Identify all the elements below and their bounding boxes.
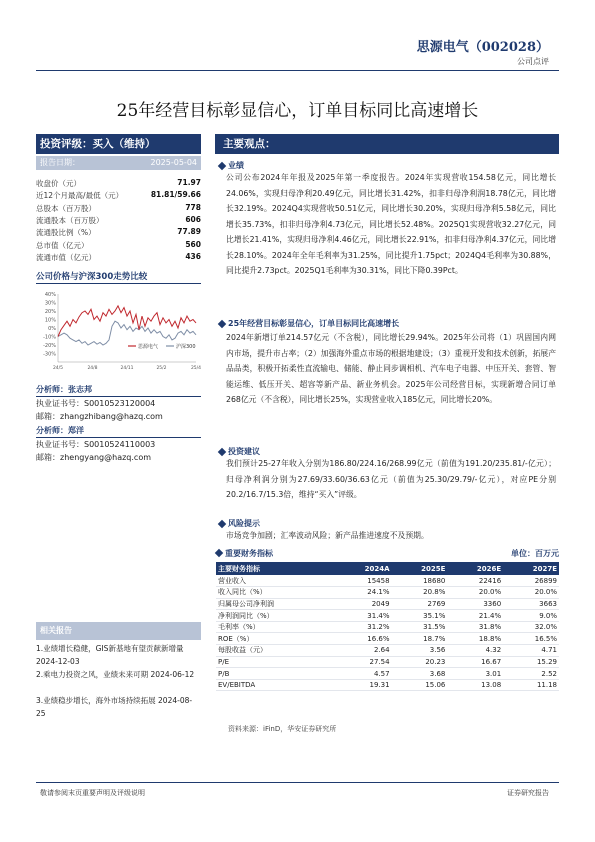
report-date-label: 报告日期： (40, 158, 80, 167)
diamond-bullet-icon (218, 161, 226, 169)
footer-divider (36, 782, 559, 783)
table-cell: 31.8% (447, 621, 503, 633)
x-tick-label: 24/5 (52, 366, 64, 371)
table-source: 资料来源：iFinD，华安证券研究所 (228, 725, 337, 733)
table-cell: 27.54 (334, 656, 391, 668)
table-header-row (216, 548, 559, 559)
analyst-2-cert: 执业证书号：S0010524110003 (36, 440, 156, 449)
table-cell: 15.29 (503, 656, 559, 668)
table-header-cell: 2024A (334, 562, 391, 575)
table-cell: 35.1% (392, 610, 448, 622)
table-cell: 13.08 (447, 679, 503, 691)
metric-value: 77.89 (177, 227, 201, 237)
metric-label: 总股本（百万股） (36, 203, 96, 213)
table-cell: 32.0% (503, 621, 559, 633)
table-title: 重要财务指标 (216, 548, 273, 559)
table-cell: 4.32 (447, 645, 503, 657)
metric-row (36, 190, 201, 201)
table-cell: 2.64 (334, 645, 391, 657)
y-tick-label: 30% (44, 300, 56, 307)
table-cell: ROE（%） (216, 633, 334, 645)
y-tick-label: 20% (44, 309, 56, 315)
metric-value: 71.97 (177, 178, 201, 187)
section-text-risk: 市场竞争加剧；汇率波动风险；新产品推进速度不及预期。 (226, 531, 429, 540)
series-line (58, 306, 196, 337)
table-row (216, 656, 559, 668)
section-text-targets: 2024年新增订单214.57亿元（不含税），同比增长29.94%。2025年公司将（1）巩固国内网内市场，提升市占率；（2）加强海外重点市场的根据地建设；（3）重视开发和技术创新，拓展产品品类，积极开拓柔性直流输电、储能、静止同步调相机、汽车电子电器、中压开关、套管、智能运维、低压开关、超容等新产品、新业务机会。2025年公司经营目标，实现新增合同订单268亿元（不含税），同比增长25%，实现营业收入185亿元，同比增长20%。 (226, 333, 556, 404)
header-divider (36, 70, 559, 71)
metric-label: 近12个月最高/最低（元） (36, 191, 124, 201)
table-cell: 2769 (392, 598, 448, 610)
section-heading-results: 业绩 (219, 160, 244, 171)
metric-label: 流通股本（百万股） (36, 215, 104, 225)
diamond-bullet-icon (218, 519, 226, 527)
table-row (216, 645, 559, 657)
table-row (216, 610, 559, 622)
table-cell: 每股收益（元） (216, 645, 334, 657)
metric-row (36, 203, 201, 214)
table-cell: P/B (216, 668, 334, 680)
table-cell: 31.5% (392, 621, 448, 633)
table-cell: 18.8% (447, 633, 503, 645)
price-chart-svg (36, 290, 201, 375)
metric-row (36, 178, 201, 189)
table-row (216, 633, 559, 645)
table-header-cell: 2026E (447, 562, 503, 575)
table-row (216, 621, 559, 633)
analyst-1-title: 分析师：张志邦 (36, 384, 201, 397)
table-cell: 4.57 (334, 668, 391, 680)
rating-banner: 投资评级：买入（维持） (36, 134, 201, 154)
table-cell: 3.01 (447, 668, 503, 680)
table-row (216, 668, 559, 680)
table-cell: 3360 (447, 598, 503, 610)
x-tick-label: 24/11 (120, 366, 134, 371)
table-cell: 20.0% (447, 587, 503, 599)
y-tick-label: 40% (44, 292, 56, 298)
table-cell: 24.1% (334, 587, 391, 599)
x-tick-label: 25/2 (156, 366, 167, 371)
table-cell: 31.2% (334, 621, 391, 633)
section-heading-targets: 25年经营目标彰显信心，订单目标同比高速增长 (219, 318, 399, 329)
metric-row (36, 215, 201, 226)
table-row (216, 598, 559, 610)
table-header-cell: 2025E (392, 562, 448, 575)
footer-disclaimer[interactable]: 敬请参阅末页重要声明及评级说明 (40, 789, 145, 797)
metric-label: 收盘价（元） (36, 179, 81, 188)
table-cell: 20.0% (503, 587, 559, 599)
table-cell: EV/EBITDA (216, 679, 334, 691)
metric-label: 总市值（亿元） (36, 240, 89, 250)
table-body (216, 575, 559, 691)
table-cell: 26899 (503, 575, 559, 587)
table-cell: 16.67 (447, 656, 503, 668)
legend-label: 沪深300 (176, 344, 196, 350)
diamond-bullet-icon (218, 447, 226, 455)
report-date-bar (36, 156, 201, 170)
footer-label: 证券研究报告 (507, 789, 549, 797)
metric-value: 778 (185, 202, 201, 212)
table-row (216, 587, 559, 599)
main-views-banner: 主要观点： (215, 134, 559, 154)
y-tick-label: 10% (44, 317, 56, 324)
table-cell: 毛利率（%） (216, 621, 334, 633)
metric-row (36, 227, 201, 238)
financial-table (216, 562, 559, 691)
table-cell: 归属母公司净利润 (216, 598, 334, 610)
table-header-cell: 2027E (503, 562, 559, 575)
table-cell: 15.06 (392, 679, 448, 691)
metric-value: 436 (185, 251, 201, 261)
section-text-advice: 我们预计25-27年收入分别为186.80/224.16/268.99亿元（前值为191.20/235.81/-亿元）；归母净利润分别为27.69/33.60/36.63亿元（前值为25.30/29.79/-亿元），对应PE分别20.2/16.7/15.3倍，维持“买入”评级。 (226, 459, 556, 499)
metric-value: 560 (185, 239, 201, 249)
table-head-row (216, 562, 559, 575)
table-cell: 4.71 (503, 645, 559, 657)
section-heading-advice: 投资建议 (219, 446, 260, 457)
series-line (58, 321, 196, 345)
table-cell: 2.52 (503, 668, 559, 680)
report-date-value: 2025-05-04 (150, 158, 197, 167)
y-tick-label: -10% (43, 334, 56, 341)
doc-type: 公司点评 (517, 57, 549, 66)
analyst-2-email[interactable]: 邮箱：zhengyang@hazq.com (36, 453, 152, 462)
table-row (216, 679, 559, 691)
metric-value: 81.81/59.66 (150, 190, 201, 200)
metric-row (36, 252, 201, 263)
table-cell: 16.5% (503, 633, 559, 645)
analyst-1-email[interactable]: 邮箱：zhangzhibang@hazq.com (36, 412, 163, 421)
table-cell: 营业收入 (216, 575, 334, 587)
section-text-results: 公司公布2024年年报及2025年第一季度报告。2024年实现营收154.58亿元，同比增长24.06%，实现归母净利20.49亿元，同比增长31.42%，扣非归母净利润18.78亿元，同比增长32.19%。2024Q4实现营收50.51亿元，同比增长30.20%，实现归母净利5.58亿元，同比增长35.73%，扣非归母净利4.73亿元，同比增长52.48%。2025Q1实现营收32.27亿元，同比增长21.41%，实现归母净利4.46亿元，同比增长22.91%，扣非归母净利4.37亿元，同比增长28.10%。2024年全年毛利率为31.25%，同比提升1.75pct；2024Q4毛利率为30.88%，同比提升2.73pct。2025Q1毛利率为30.31%，同比下降0.39Pct。 (226, 173, 556, 275)
x-tick-label: 25/4 (190, 366, 201, 371)
table-cell: 2049 (334, 598, 391, 610)
related-report-3[interactable]: 3.业绩稳步增长，海外市场持续拓展 2024-08-25 (36, 696, 193, 718)
table-cell: 11.18 (503, 679, 559, 691)
section-heading-risk: 风险提示 (219, 518, 260, 529)
table-cell: 20.23 (392, 656, 448, 668)
related-report-2[interactable]: 2.乘电力投资之风，业绩未来可期 2024-06-12 (36, 670, 195, 679)
metric-label: 流通市值（亿元） (36, 252, 96, 262)
table-cell: 18680 (392, 575, 448, 587)
table-unit: 单位：百万元 (511, 549, 559, 558)
table-cell: 19.31 (334, 679, 391, 691)
table-cell: 3.56 (392, 645, 448, 657)
diamond-bullet-icon (215, 549, 223, 557)
x-tick-label: 24/8 (87, 366, 98, 371)
table-cell: 3663 (503, 598, 559, 610)
table-cell: 收入同比（%） (216, 587, 334, 599)
analyst-1-cert: 执业证书号：S0010523120004 (36, 399, 156, 408)
table-cell: 20.8% (392, 587, 448, 599)
price-chart (36, 290, 201, 375)
table-cell: 18.7% (392, 633, 448, 645)
table-cell: 31.4% (334, 610, 391, 622)
related-reports-title: 相关报告 (36, 622, 201, 640)
table-cell: 3.68 (392, 668, 448, 680)
metric-value: 606 (185, 214, 201, 224)
table-cell: 16.6% (334, 633, 391, 645)
table-cell: 15458 (334, 575, 391, 587)
metric-row (36, 240, 201, 251)
y-tick-label: -20% (43, 343, 56, 349)
metric-label: 流通股比例（%） (36, 228, 96, 238)
y-tick-label: -30% (43, 351, 56, 358)
company-name: 思源电气（002028） (416, 40, 549, 55)
table-cell: 9.0% (503, 610, 559, 622)
table-row (216, 575, 559, 587)
related-report-1[interactable]: 1.业绩增长稳健，GIS新基地有望贡献新增量 2024-12-03 (36, 644, 184, 666)
report-title: 25年经营目标彰显信心，订单目标同比高速增长 (116, 101, 479, 121)
legend-label: 思源电气 (138, 344, 159, 350)
table-header-cell: 主要财务指标 (216, 562, 334, 575)
chart-title: 公司价格与沪深300走势比较 (36, 270, 201, 284)
y-tick-label: 0% (48, 326, 56, 332)
diamond-bullet-icon (218, 319, 226, 327)
table-cell: 21.4% (447, 610, 503, 622)
table-cell: 净利润同比（%） (216, 610, 334, 622)
table-cell: P/E (216, 656, 334, 668)
table-cell: 22416 (447, 575, 503, 587)
analyst-2-title: 分析师：郑洋 (36, 425, 201, 438)
